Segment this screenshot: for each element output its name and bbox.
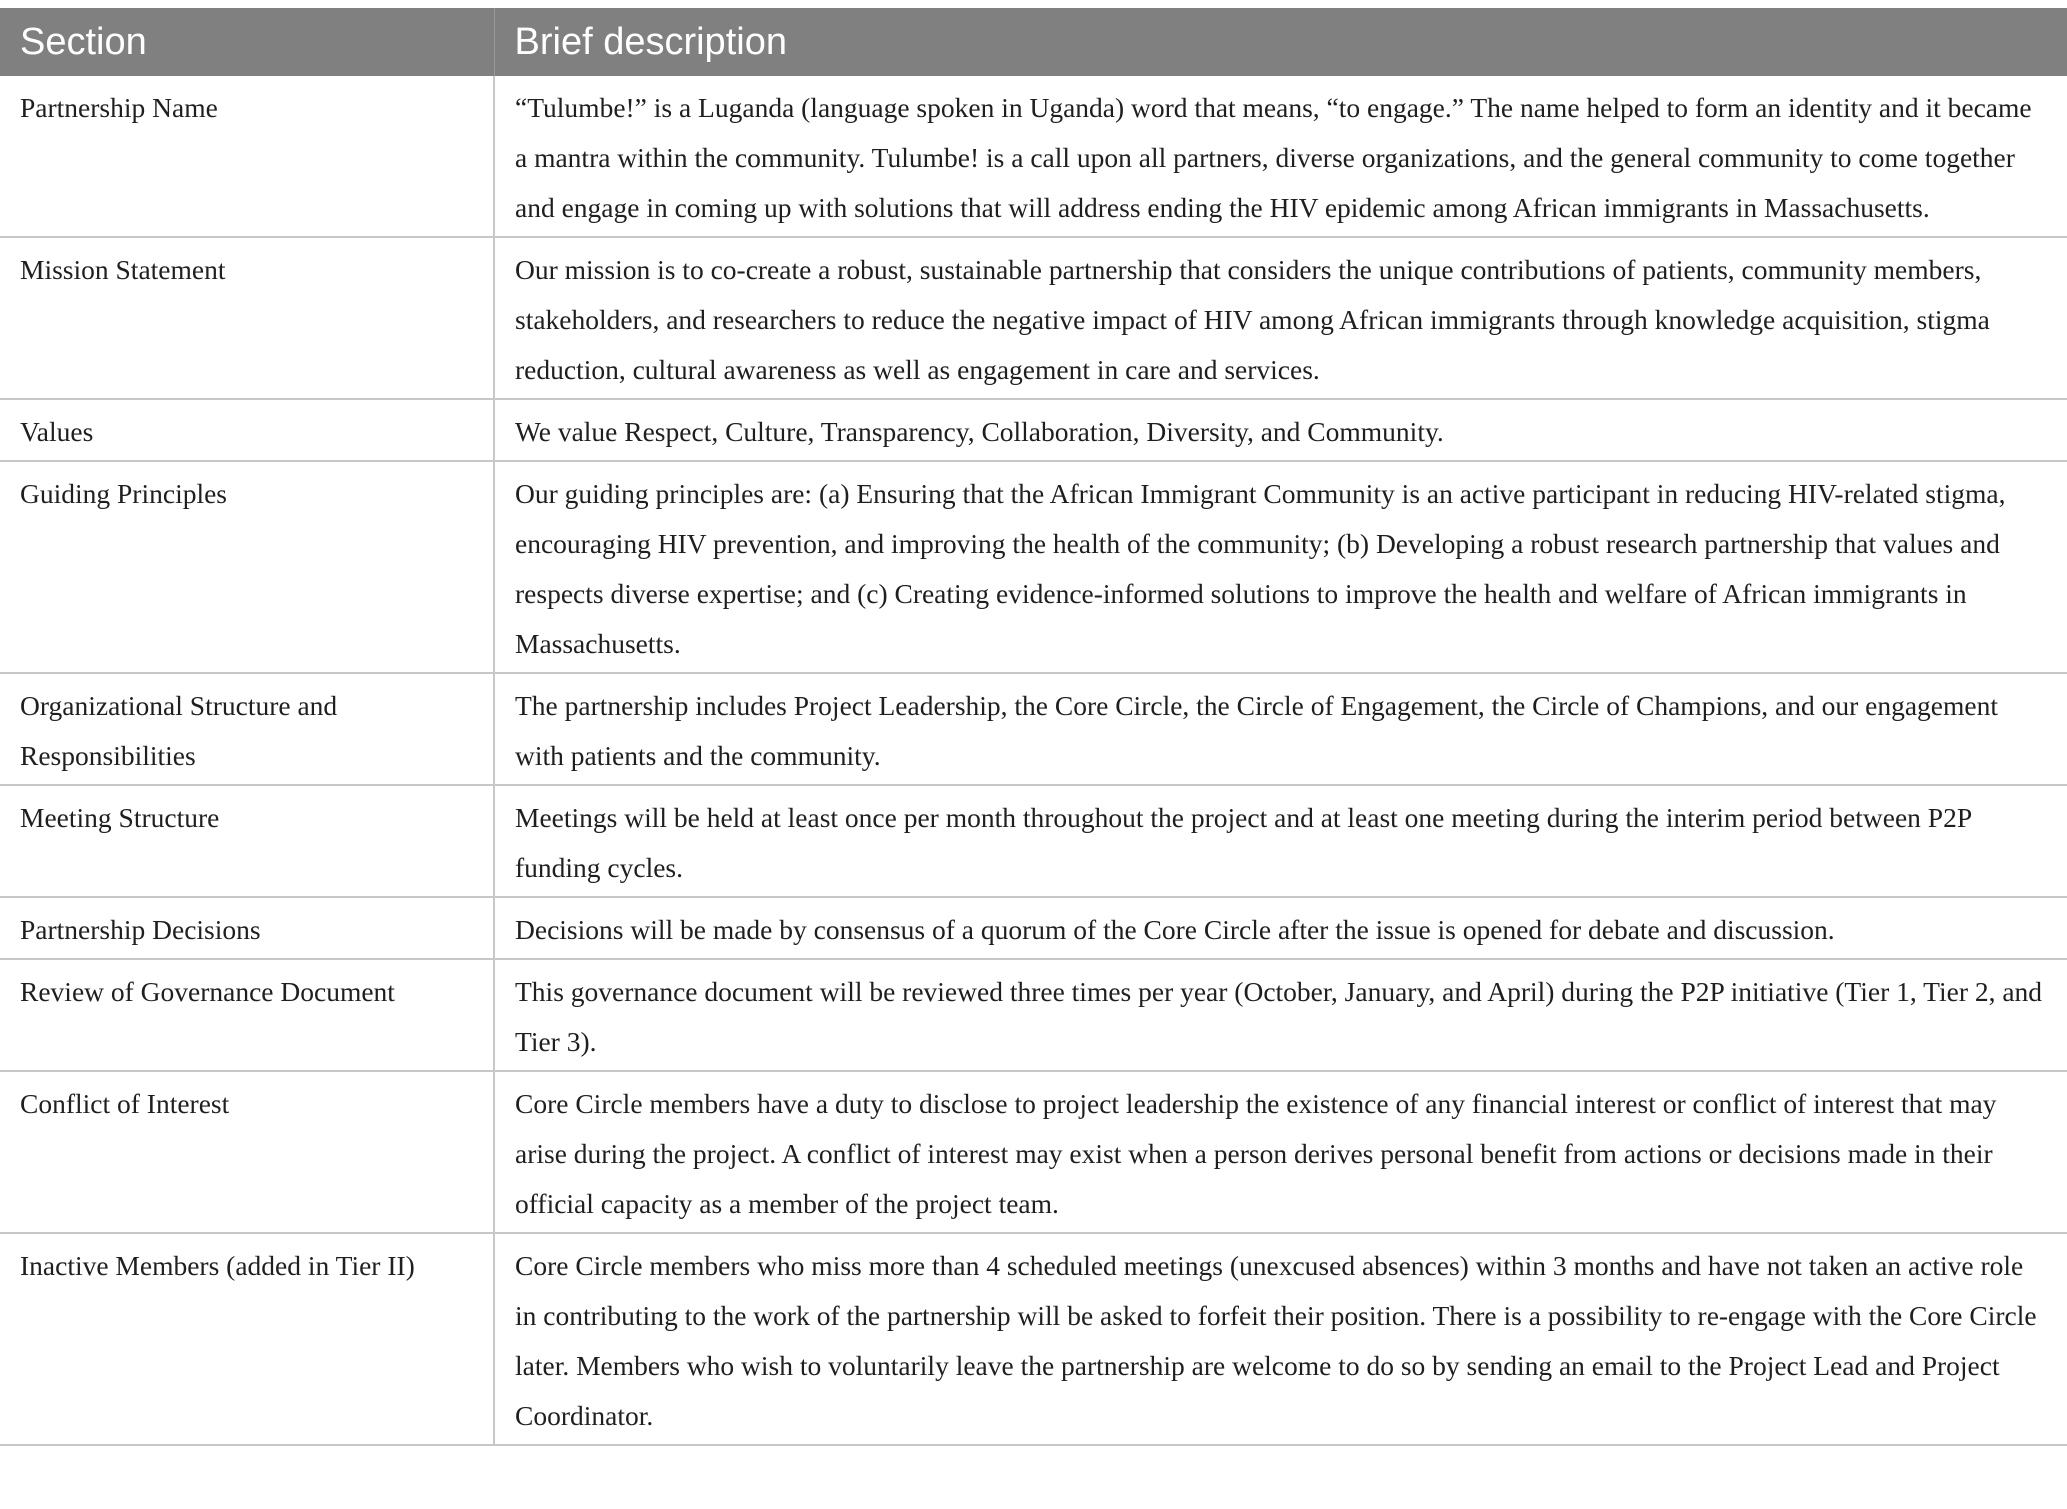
section-cell: Mission Statement (0, 237, 494, 399)
description-cell: Core Circle members who miss more than 4 scheduled meetings (unexcused absences) within 3 months and have not taken an active role in contributing to the work of the partnership will be asked to forfeit their position. There is a possibility to re-engage with the Core Circle later. Members who wish to voluntarily leave the partnership are welcome to do so by sending an email to the Project Lead and Project Coordinator. (494, 1233, 2067, 1445)
table-body (0, 76, 2067, 1445)
description-cell: Core Circle members have a duty to disclose to project leadership the existence of any financial interest or conflict of interest that may arise during the project. A conflict of interest may exist when a person derives personal benefit from actions or decisions made in their official capacity as a member of the project team. (494, 1071, 2067, 1233)
description-cell: Our mission is to co-create a robust, sustainable partnership that considers the unique contributions of patients, community members, stakeholders, and researchers to reduce the negative impact of HIV among African immigrants through knowledge acquisition, stigma reduction, cultural awareness as well as engagement in care and services. (494, 237, 2067, 399)
description-cell: This governance document will be reviewed three times per year (October, January, and April) during the P2P initiative (Tier 1, Tier 2, and Tier 3). (494, 959, 2067, 1071)
table-row (0, 399, 2067, 461)
table-row (0, 897, 2067, 959)
table-row (0, 959, 2067, 1071)
description-cell: Our guiding principles are: (a) Ensuring that the African Immigrant Community is an active participant in reducing HIV-related stigma, encouraging HIV prevention, and improving the health of the community; (b) Developing a robust research partnership that values and respects diverse expertise; and (c) Creating evidence-informed solutions to improve the health and welfare of African immigrants in Massachusetts. (494, 461, 2067, 673)
description-cell: Meetings will be held at least once per month throughout the project and at least one meeting during the interim period between P2P funding cycles. (494, 785, 2067, 897)
section-cell: Inactive Members (added in Tier II) (0, 1233, 494, 1445)
section-cell: Review of Governance Document (0, 959, 494, 1071)
description-cell: “Tulumbe!” is a Luganda (language spoken in Uganda) word that means, “to engage.” The name helped to form an identity and it became a mantra within the community. Tulumbe! is a call upon all partners, diverse organizations, and the general community to come together and engage in coming up with solutions that will address ending the HIV epidemic among African immigrants in Massachusetts. (494, 76, 2067, 237)
description-cell: Decisions will be made by consensus of a quorum of the Core Circle after the issue is opened for debate and discussion. (494, 897, 2067, 959)
section-cell: Meeting Structure (0, 785, 494, 897)
table-row (0, 237, 2067, 399)
section-cell: Organizational Structure and Responsibilities (0, 673, 494, 785)
table-row (0, 673, 2067, 785)
description-cell: The partnership includes Project Leadership, the Core Circle, the Circle of Engagement, the Circle of Champions, and our engagement with patients and the community. (494, 673, 2067, 785)
governance-document (0, 8, 2067, 1446)
section-cell: Guiding Principles (0, 461, 494, 673)
description-cell: We value Respect, Culture, Transparency, Collaboration, Diversity, and Community. (494, 399, 2067, 461)
section-cell: Values (0, 399, 494, 461)
table-row (0, 461, 2067, 673)
header-section: Section (0, 8, 494, 76)
table-row (0, 1071, 2067, 1233)
table-header (0, 8, 2067, 76)
table-row (0, 1233, 2067, 1445)
section-cell: Conflict of Interest (0, 1071, 494, 1233)
section-cell: Partnership Name (0, 76, 494, 237)
table-row (0, 785, 2067, 897)
governance-table (0, 8, 2067, 1446)
header-row (0, 8, 2067, 76)
section-cell: Partnership Decisions (0, 897, 494, 959)
table-row (0, 76, 2067, 237)
header-brief-description: Brief description (494, 8, 2067, 76)
